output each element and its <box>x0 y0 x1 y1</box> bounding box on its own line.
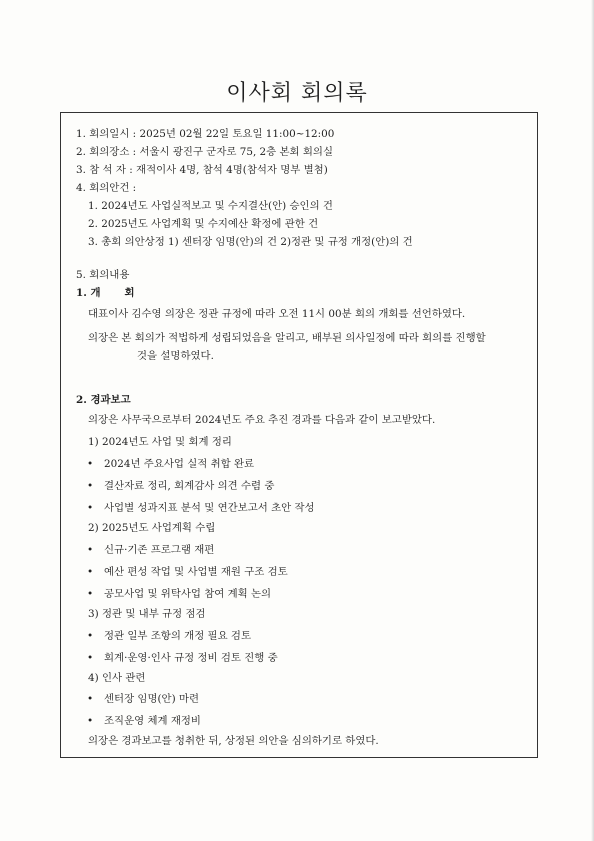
list-item: • 센터장 임명(안) 마련 <box>104 692 199 706</box>
report-section-heading: 3) 정관 및 내부 규정 점검 <box>88 608 206 620</box>
list-item: • 공모사업 및 위탁사업 참여 계획 논의 <box>104 587 271 601</box>
list-item: • 신규·기존 프로그램 재편 <box>104 543 214 557</box>
meeting-place: 2. 회의장소 : 서울시 광진구 군자로 75, 2층 본회 회의실 <box>76 146 333 158</box>
opening-number: 1. <box>76 287 87 299</box>
list-item: • 2024년 주요사업 실적 취합 완료 <box>104 457 254 471</box>
list-item: • 예산 편성 작업 및 사업별 재원 구조 검토 <box>104 565 288 579</box>
list-item: • 결산자료 정리, 회계감사 의견 수렴 중 <box>104 479 274 493</box>
list-item: • 조직운영 체계 재정비 <box>104 714 201 728</box>
list-item: • 정관 일부 조항의 개정 필요 검토 <box>104 629 251 643</box>
page-title: 이사회 회의록 <box>226 81 368 106</box>
agenda-item: 2. 2025년도 사업계획 및 수지예산 확정에 관한 건 <box>88 218 319 230</box>
meeting-attendees: 3. 참 석 자 : 재적이사 4명, 참석 4명(참석자 명부 별첨) <box>76 164 328 176</box>
report-heading: 2. 경과보고 <box>76 394 131 406</box>
report-intro: 의장은 사무국으로부터 2024년도 주요 추진 경과를 다음과 같이 보고받았다. <box>88 414 436 426</box>
report-section-heading: 4) 인사 관련 <box>88 672 146 684</box>
opening-paragraph-cont: 것을 설명하였다. <box>137 350 214 362</box>
opening-title-b: 회 <box>124 287 135 299</box>
opening-paragraph: 대표이사 김수영 의장은 정관 규정에 따라 오전 11시 00분 회의 개회를 선언하였다. <box>88 308 466 320</box>
opening-title-a: 개 <box>90 287 101 299</box>
report-section-heading: 1) 2024년도 사업 및 회계 정리 <box>88 436 232 448</box>
agenda-item: 3. 총회 의안상정 1) 센터장 임명(안)의 건 2)정관 및 규정 개정(안)의 건 <box>88 236 413 248</box>
opening-paragraph: 의장은 본 회의가 적법하게 성립되었음을 알리고, 배부된 의사일정에 따라 회의를 진행할 <box>88 332 486 344</box>
meeting-date: 1. 회의일시 : 2025년 02월 22일 토요일 11:00~12:00 <box>76 128 335 140</box>
content-heading: 5. 회의내용 <box>76 269 130 281</box>
report-section-heading: 2) 2025년도 사업계획 수립 <box>88 522 216 534</box>
report-closing: 의장은 경과보고를 청취한 뒤, 상정된 의안을 심의하기로 하였다. <box>88 735 379 747</box>
agenda-heading: 4. 회의안건 : <box>76 182 137 194</box>
agenda-item: 1. 2024년도 사업실적보고 및 수지결산(안) 승인의 건 <box>88 200 333 212</box>
opening-heading <box>76 286 135 300</box>
list-item: • 사업별 성과지표 분석 및 연간보고서 초안 작성 <box>104 501 315 515</box>
list-item: • 회계·운영·인사 규정 정비 검토 진행 중 <box>104 651 278 665</box>
